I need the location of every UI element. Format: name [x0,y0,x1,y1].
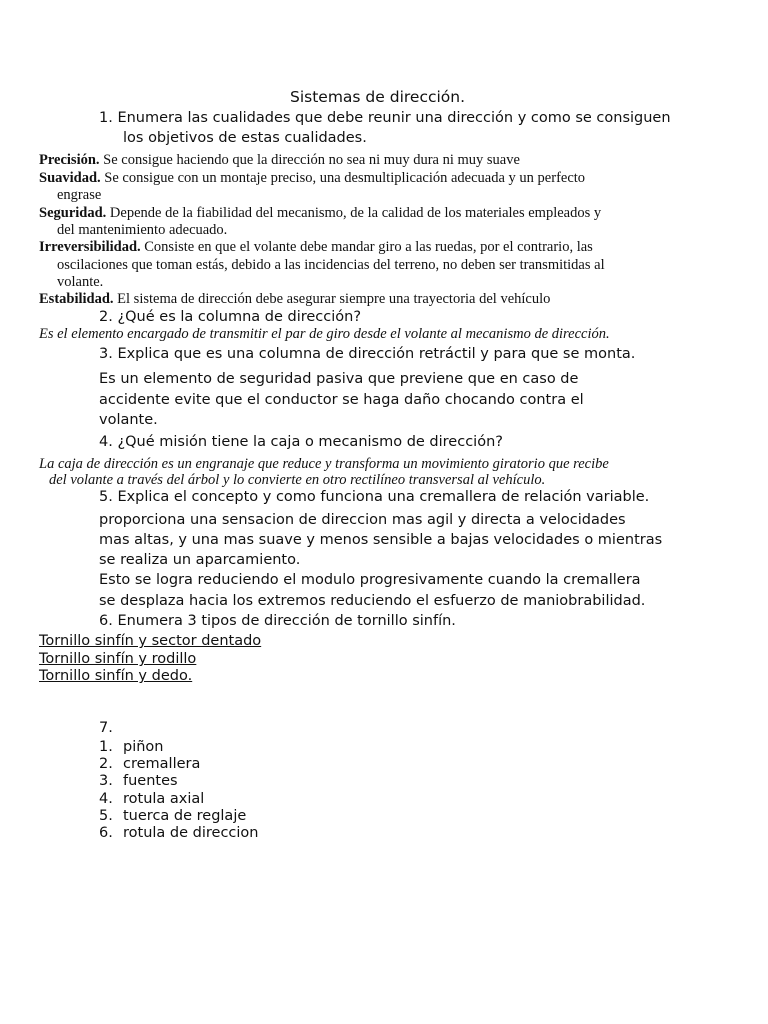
answer-3-line3: volante. [99,412,158,428]
answer-3-line1: Es un elemento de seguridad pasiva que previene que en caso de [99,371,579,387]
quality-irreversibilidad [39,239,593,256]
list-label: rotula axial [123,790,205,807]
quality-term: Irreversibilidad. [39,239,141,255]
question-5: 5. Explica el concepto y como funciona una cremallera de relación variable. [99,489,650,505]
answer-6-item2: Tornillo sinfín y rodillo [39,651,197,667]
quality-precision [39,152,520,169]
answer-6-item3: Tornillo sinfín y dedo. [39,668,193,684]
list-item [99,808,258,825]
parts-list [99,739,258,842]
question-1: 1. Enumera las cualidades que debe reunir una dirección y como se consiguen [99,110,671,126]
list-label: piñon [123,739,164,755]
quality-suavidad [39,170,585,187]
list-number: 5. [99,807,113,824]
list-label: fuentes [123,773,178,790]
question-2: 2. ¿Qué es la columna de dirección? [99,309,362,325]
list-item [99,773,258,790]
quality-text: Se consigue con un montaje preciso, una desmultiplicación adecuada y un perfecto [104,170,586,186]
question-7: 7. [99,720,113,736]
question-3: 3. Explica que es una columna de dirección retráctil y para que se monta. [99,346,636,362]
list-number: 2. [99,756,113,773]
answer-4-line2: del volante a través del árbol y lo convierte en otro rectilíneo transversal al vehículo. [49,472,546,488]
quality-irreversibilidad-cont2: volante. [57,274,104,290]
list-number: 1. [99,739,113,755]
answer-5-line2: mas altas, y una mas suave y menos sensible a bajas velocidades o mientras [99,532,663,548]
quality-suavidad-cont: engrase [57,187,102,203]
quality-text: Consiste en que el volante debe mandar giro a las ruedas, por el contrario, las [144,239,593,255]
question-4: 4. ¿Qué misión tiene la caja o mecanismo de dirección? [99,434,503,450]
answer-5-line1: proporciona una sensacion de direccion mas agil y directa a velocidades [99,512,626,528]
quality-text: El sistema de dirección debe asegurar siempre una trayectoria del vehículo [117,291,551,307]
answer-5-line3: se realiza un aparcamiento. [99,552,301,568]
list-item [99,791,258,808]
answer-5-line5: se desplaza hacia los extremos reduciendo el esfuerzo de maniobrabilidad. [99,593,646,609]
question-6: 6. Enumera 3 tipos de dirección de tornillo sinfín. [99,613,456,629]
page-title: Sistemas de dirección. [290,88,466,106]
list-label: cremallera [123,756,201,773]
quality-term: Precisión. [39,152,100,168]
question-1-cont: los objetivos de estas cualidades. [123,130,367,146]
quality-text: Depende de la fiabilidad del mecanismo, de la calidad de los materiales empleados y [109,205,602,221]
quality-irreversibilidad-cont1: oscilaciones que toman estás, debido a las incidencias del terreno, no deben ser transmitidas al [57,257,605,273]
list-number: 3. [99,773,113,790]
list-label: tuerca de reglaje [123,807,247,824]
list-item [99,756,258,773]
list-number: 4. [99,790,113,807]
answer-6-item1: Tornillo sinfín y sector dentado [39,633,262,649]
quality-seguridad [39,205,601,222]
quality-term: Suavidad. [39,170,101,186]
list-label: rotula de direccion [123,825,259,842]
answer-3-line2: accidente evite que el conductor se haga daño chocando contra el [99,392,584,408]
list-item [99,739,258,756]
quality-term: Seguridad. [39,205,107,221]
answer-2: Es el elemento encargado de transmitir el par de giro desde el volante al mecanismo de dirección. [39,326,610,342]
list-item [99,825,258,842]
answer-5-line4: Esto se logra reduciendo el modulo progresivamente cuando la cremallera [99,572,641,588]
quality-seguridad-cont: del mantenimiento adecuado. [57,222,228,238]
list-number: 6. [99,825,113,842]
quality-estabilidad [39,291,550,308]
quality-term: Estabilidad. [39,291,114,307]
quality-text: Se consigue haciendo que la dirección no sea ni muy dura ni muy suave [103,152,520,168]
answer-4-line1: La caja de dirección es un engranaje que reduce y transforma un movimiento giratorio que recibe [39,456,609,472]
